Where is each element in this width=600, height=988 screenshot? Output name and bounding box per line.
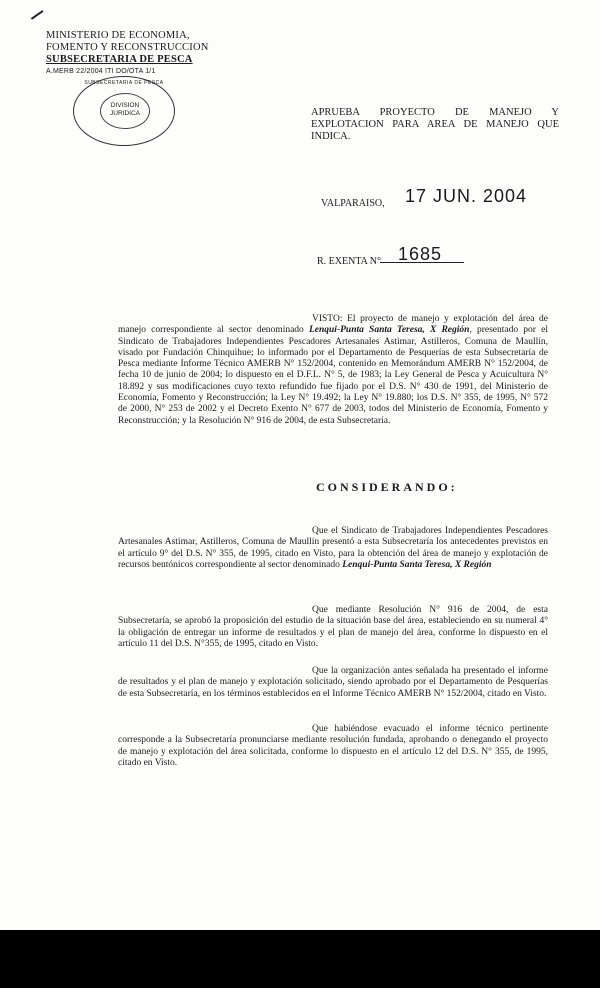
seal-center (100, 93, 150, 129)
seal-center-text (101, 102, 149, 118)
seal-ring-text: SUBSECRETARIA DE PESCA (84, 80, 164, 86)
seal-line-1: DIVISION (110, 102, 140, 109)
visto-sector: Lenqui-Punta Santa Teresa, X Región (308, 325, 470, 336)
considerando-4 (118, 724, 548, 769)
seal-line-2: JURIDICA (110, 110, 140, 117)
ministry-line-1: MINISTERIO DE ECONOMIA, (46, 30, 190, 41)
ministry-reference: A.MERB 22/2004 ITI DO/OTA 1/1 (46, 68, 156, 75)
c2-body: Subsecretaría, se aprobó la proposición del estudio de la situación base del área, estableciendo en su numeral 4° la obligación de entregar un informe de resultados y el plan de manejo del área, conforme lo dispuesto en el artículo 11 del D.S. N°355, de 1995, citado en Visto. (118, 616, 548, 649)
c4-lead: Que habiéndose evacuado el informe técnico (312, 724, 504, 734)
resolution-number: 1685 (398, 244, 443, 264)
pen-mark (31, 10, 43, 19)
scan-border-bottom (0, 930, 600, 988)
visto-paragraph (118, 314, 548, 427)
c1-lead: Que el Sindicato de Trabajadores Independientes (312, 526, 503, 536)
considerando-2 (118, 605, 548, 650)
c1-body: Pescadores Artesanales Astimar, Astilleros, Comuna de Maullín presentó a esta Subsecretaría los antecedentes previstos en el artículo 9° del D.S. N° 355, de 1995, citado en Visto, para la obtención del área de manejo y explotación de recursos bentónicos correspondiente al sector denominado (118, 526, 548, 570)
considerando-heading: CONSIDERANDO: (316, 480, 458, 494)
c1-sector: Lenqui-Punta Santa Teresa, X Región (342, 559, 492, 570)
c3-lead: Que la organización antes señalada ha presentado el (312, 666, 515, 676)
date-stamp: 17 JUN. 2004 (405, 186, 528, 206)
ministry-line-3: SUBSECRETARIA DE PESCA (46, 54, 193, 65)
resolution-underline (380, 262, 464, 263)
visto-lead: VISTO: (312, 314, 343, 324)
resolution-label: R. EXENTA N° (317, 256, 382, 267)
ministry-line-2: FOMENTO Y RECONSTRUCCION (46, 42, 209, 53)
c2-lead: Que mediante Resolución N° 916 de 2004, de esta (312, 605, 548, 615)
c4-body: pertinente corresponde a la Subsecretaría pronunciarse mediante resolución fundada, aprobando o denegando el proyecto de manejo y explotación del área solicitada, conforme lo dispuesto en el artículo 12 del D.S. N° 355, de 1995, citado en Visto. (118, 724, 548, 768)
considerando-1 (118, 526, 548, 571)
visto-text-2: , presentado por el Sindicato de Trabajadores Independientes Pescadores Artesanales Astimar, Astilleros, Comuna de Maullín, visado por Fundación Chinquihue; lo informado por el Departamento de Pesquerías de esta Subsecretaría de Pesca mediante Informe Técnico AMERB N° 152/2004, contenido en Memorándum AMERB N° 152/2004, de fecha 10 de junio de 2004; lo dispuesto en el D.F.L. N° 5, de 1983; la Ley General de Pesca y Acuicultura N° 18.892 y sus modificaciones cuyo texto refundido fue fijado por el D.S. N° 430 de 1991, del Ministerio de Economía, Fomento y Reconstrucción; la Ley N° 19.492; la Ley N° 19.880; los D.S. N° 355, de 1995, N° 572 de 2000, N° 253 de 2002 y el Decreto Exento N° 677 de 2003, todos del Ministerio de Economía, Fomento y Reconstrucción; y la Resolución N° 916 de 2004, de esta Subsecretaría. (118, 325, 548, 426)
c3-body: informe de resultados y el plan de manejo y explotación solicitado, siendo aprobado por el Departamento de Pesquerías de esta Subsecretaría, en los términos establecidos en el Informe Técnico AMERB N° 152/2004, citado en Visto. (118, 666, 549, 699)
official-seal (73, 76, 175, 146)
considerando-3 (118, 666, 548, 700)
visto-text-1: El proyecto de manejo y explotación del área de manejo correspondiente al sector denominado (118, 314, 548, 336)
place-label: VALPARAISO, (321, 198, 385, 209)
document-subject: APRUEBA PROYECTO DE MANEJO Y EXPLOTACION PARA AREA DE MANEJO QUE INDICA. (311, 107, 559, 142)
